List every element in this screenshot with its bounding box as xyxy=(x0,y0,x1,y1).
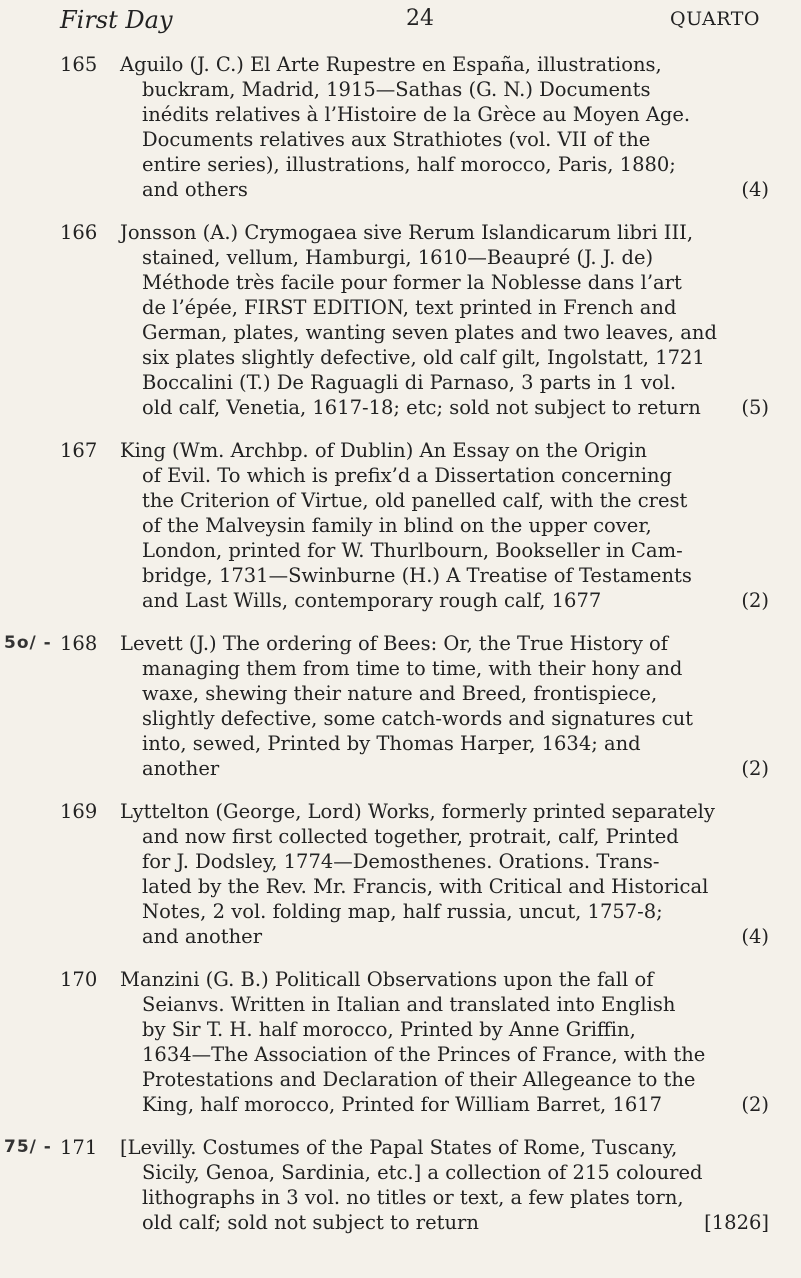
description-line: six plates slightly defective, old calf gilt, Ingolstatt, 1721 xyxy=(142,346,705,369)
description-line: and Last Wills, contemporary rough calf, 1677 (2) xyxy=(142,589,769,612)
description-line: for J. Dodsley, 1774—Demosthenes. Orations. Trans- xyxy=(142,850,660,873)
description-line: German, plates, wanting seven plates and two leaves, and xyxy=(142,321,717,344)
lot-number: 169 xyxy=(60,800,98,823)
format-label: QUARTO xyxy=(670,8,760,30)
lot-number: 165 xyxy=(60,53,98,76)
description-line: Sicily, Genoa, Sardinia, etc.] a collection of 215 coloured xyxy=(142,1161,703,1184)
description-line: London, printed for W. Thurlbourn, Bookseller in Cam- xyxy=(142,539,683,562)
lot-quantity: (2) xyxy=(741,757,769,780)
description-line: Manzini (G. B.) Politicall Observations upon the fall of xyxy=(120,968,654,991)
description-line: Aguilo (J. C.) El Arte Rupestre en España, illustrations, xyxy=(120,53,662,76)
lot-description xyxy=(120,967,769,1117)
description-line: and another (4) xyxy=(142,925,769,948)
catalogue-entry xyxy=(0,438,801,613)
catalogue-entry xyxy=(0,631,801,781)
lot-number: 166 xyxy=(60,221,98,244)
catalogue-entry xyxy=(0,967,801,1117)
description-line: stained, vellum, Hamburgi, 1610—Beaupré (J. J. de) xyxy=(142,246,654,269)
description-line: 1634—The Association of the Princes of France, with the xyxy=(142,1043,706,1066)
description-line: King, half morocco, Printed for William Barret, 1617 (2) xyxy=(142,1093,769,1116)
description-line: lated by the Rev. Mr. Francis, with Critical and Historical xyxy=(142,875,709,898)
lot-quantity: [1826] xyxy=(704,1211,769,1234)
catalogue-entry xyxy=(0,1135,801,1235)
description-line: into, sewed, Printed by Thomas Harper, 1634; and xyxy=(142,732,641,755)
description-line: by Sir T. H. half morocco, Printed by Anne Griffin, xyxy=(142,1018,636,1041)
catalogue-entry xyxy=(0,799,801,949)
handwritten-price-mark: 5o/ - xyxy=(4,633,52,653)
description-line: Documents relatives aux Strathiotes (vol. VII of the xyxy=(142,128,651,151)
description-line: buckram, Madrid, 1915—Sathas (G. N.) Documents xyxy=(142,78,651,101)
description-line: of Evil. To which is prefix’d a Dissertation concerning xyxy=(142,464,672,487)
lot-quantity: (4) xyxy=(741,178,769,201)
description-line: and others (4) xyxy=(142,178,769,201)
description-line: of the Malveysin family in blind on the upper cover, xyxy=(142,514,652,537)
lot-description xyxy=(120,1135,769,1235)
description-line: [Levilly. Costumes of the Papal States of Rome, Tuscany, xyxy=(120,1136,678,1159)
description-line: Protestations and Declaration of their Allegeance to the xyxy=(142,1068,696,1091)
description-line: the Criterion of Virtue, old panelled calf, with the crest xyxy=(142,489,688,512)
description-line: Levett (J.) The ordering of Bees: Or, the True History of xyxy=(120,632,668,655)
page-header xyxy=(60,6,760,40)
catalogue-entry xyxy=(0,52,801,202)
lot-quantity: (4) xyxy=(741,925,769,948)
description-line: Jonsson (A.) Crymogaea sive Rerum Islandicarum libri III, xyxy=(120,221,694,244)
description-line: entire series), illustrations, half morocco, Paris, 1880; xyxy=(142,153,676,176)
description-line: King (Wm. Archbp. of Dublin) An Essay on the Origin xyxy=(120,439,647,462)
lot-number: 167 xyxy=(60,439,98,462)
description-line: and now first collected together, protrait, calf, Printed xyxy=(142,825,679,848)
description-line: de l’épée, FIRST EDITION, text printed in French and xyxy=(142,296,677,319)
lot-description xyxy=(120,799,769,949)
description-line: Méthode très facile pour former la Noblesse dans l’art xyxy=(142,271,682,294)
description-line: bridge, 1731—Swinburne (H.) A Treatise of Testaments xyxy=(142,564,692,587)
description-line: lithographs in 3 vol. no titles or text, a few plates torn, xyxy=(142,1186,684,1209)
description-line: old calf, Venetia, 1617-18; etc; sold not subject to return (5) xyxy=(142,396,769,419)
lot-quantity: (2) xyxy=(741,1093,769,1116)
handwritten-price-mark: 75/ - xyxy=(4,1137,52,1157)
description-line: another (2) xyxy=(142,757,769,780)
lot-number: 170 xyxy=(60,968,98,991)
page-number: 24 xyxy=(406,6,434,31)
lot-number: 168 xyxy=(60,632,98,655)
description-line: waxe, shewing their nature and Breed, frontispiece, xyxy=(142,682,658,705)
description-line: slightly defective, some catch-words and signatures cut xyxy=(142,707,693,730)
lot-description xyxy=(120,220,769,420)
lot-description xyxy=(120,631,769,781)
lot-number: 171 xyxy=(60,1136,98,1159)
description-line: Notes, 2 vol. folding map, half russia, uncut, 1757-8; xyxy=(142,900,663,923)
lot-quantity: (2) xyxy=(741,589,769,612)
catalogue-entry xyxy=(0,220,801,420)
description-line: old calf; sold not subject to return [1826] xyxy=(142,1211,769,1234)
lot-description xyxy=(120,438,769,613)
lot-quantity: (5) xyxy=(741,396,769,419)
lot-description xyxy=(120,52,769,202)
running-title: First Day xyxy=(60,6,173,34)
description-line: managing them from time to time, with their hony and xyxy=(142,657,683,680)
catalogue-entries xyxy=(0,52,801,1253)
description-line: inédits relatives à l’Histoire de la Grèce au Moyen Age. xyxy=(142,103,691,126)
description-line: Boccalini (T.) De Raguagli di Parnaso, 3 parts in 1 vol. xyxy=(142,371,677,394)
description-line: Lyttelton (George, Lord) Works, formerly printed separately xyxy=(120,800,715,823)
description-line: Seianvs. Written in Italian and translated into English xyxy=(142,993,676,1016)
